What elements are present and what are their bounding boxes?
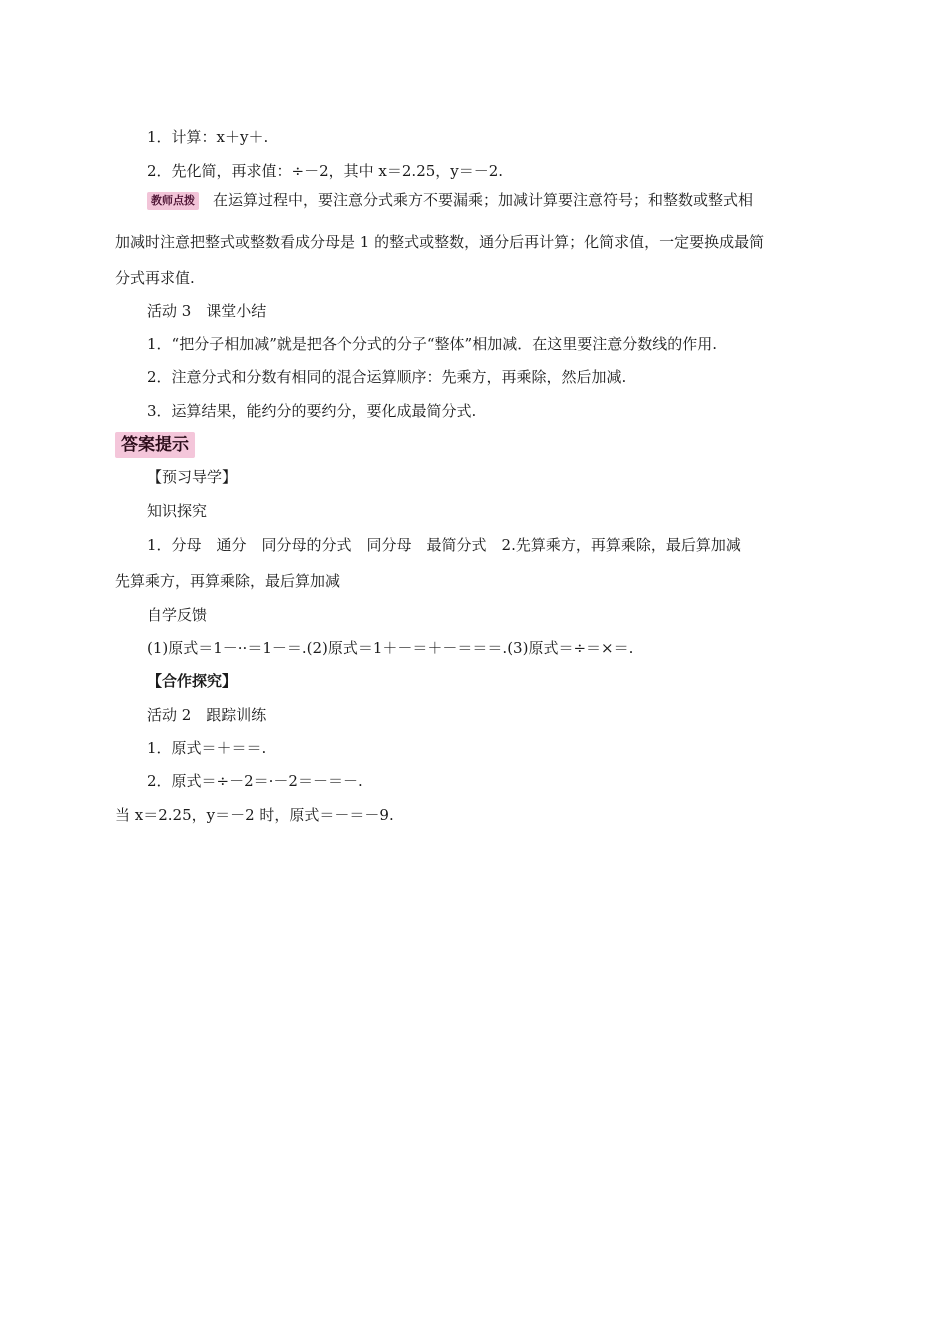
answers-badge: 答案提示: [115, 432, 195, 458]
feedback-heading: 自学反馈: [147, 606, 208, 624]
teacher-tip-line-3: 分式再求值.: [115, 269, 195, 287]
teacher-tip-line-1: [147, 190, 753, 210]
feedback-line: (1)原式＝1－··＝1－＝.(2)原式＝1＋－＝＋－＝＝＝.(3)原式＝÷＝×＝.: [147, 639, 634, 657]
knowledge-line-1: 1．分母 通分 同分母的分式 同分母 最简分式 2.先算乘方，再算乘除，最后算加减: [147, 536, 741, 554]
practice-item-2: 2．先化简，再求值：÷－2，其中 x＝2.25，y＝－2.: [147, 162, 504, 180]
summary-item-2: 2．注意分式和分数有相同的混合运算顺序：先乘方，再乘除，然后加减.: [147, 368, 627, 386]
teacher-tip-text-1: 在运算过程中，要注意分式乘方不要漏乘；加减计算要注意符号；和整数或整式相: [213, 191, 754, 209]
preview-heading: 【预习导学】: [147, 468, 238, 486]
summary-item-3: 3．运算结果，能约分的要约分，要化成最简分式.: [147, 402, 477, 420]
summary-heading: 活动 3 课堂小结: [147, 302, 267, 320]
knowledge-heading: 知识探究: [147, 502, 208, 520]
activity2-heading: 活动 2 跟踪训练: [147, 706, 267, 724]
teacher-tip-badge: 教师点拨: [147, 192, 199, 210]
summary-item-1: 1．“把分子相加减”就是把各个分式的分子“整体”相加减．在这里要注意分数线的作用.: [147, 335, 717, 353]
answer-item-3: 当 x＝2.25，y＝－2 时，原式＝－＝－9.: [115, 806, 394, 824]
knowledge-line-2: 先算乘方，再算乘除，最后算加减: [115, 572, 341, 590]
teacher-tip-line-2: 加减时注意把整式或整数看成分母是 1 的整式或整数，通分后再计算；化简求值，一定要换成最简: [115, 233, 765, 251]
coop-heading: 【合作探究】: [147, 672, 238, 690]
answer-item-2: 2．原式＝÷－2＝·－2＝－＝－.: [147, 772, 363, 790]
answer-item-1: 1．原式＝＋＝＝.: [147, 739, 267, 757]
practice-item-1: 1．计算：x＋y＋.: [147, 128, 269, 146]
